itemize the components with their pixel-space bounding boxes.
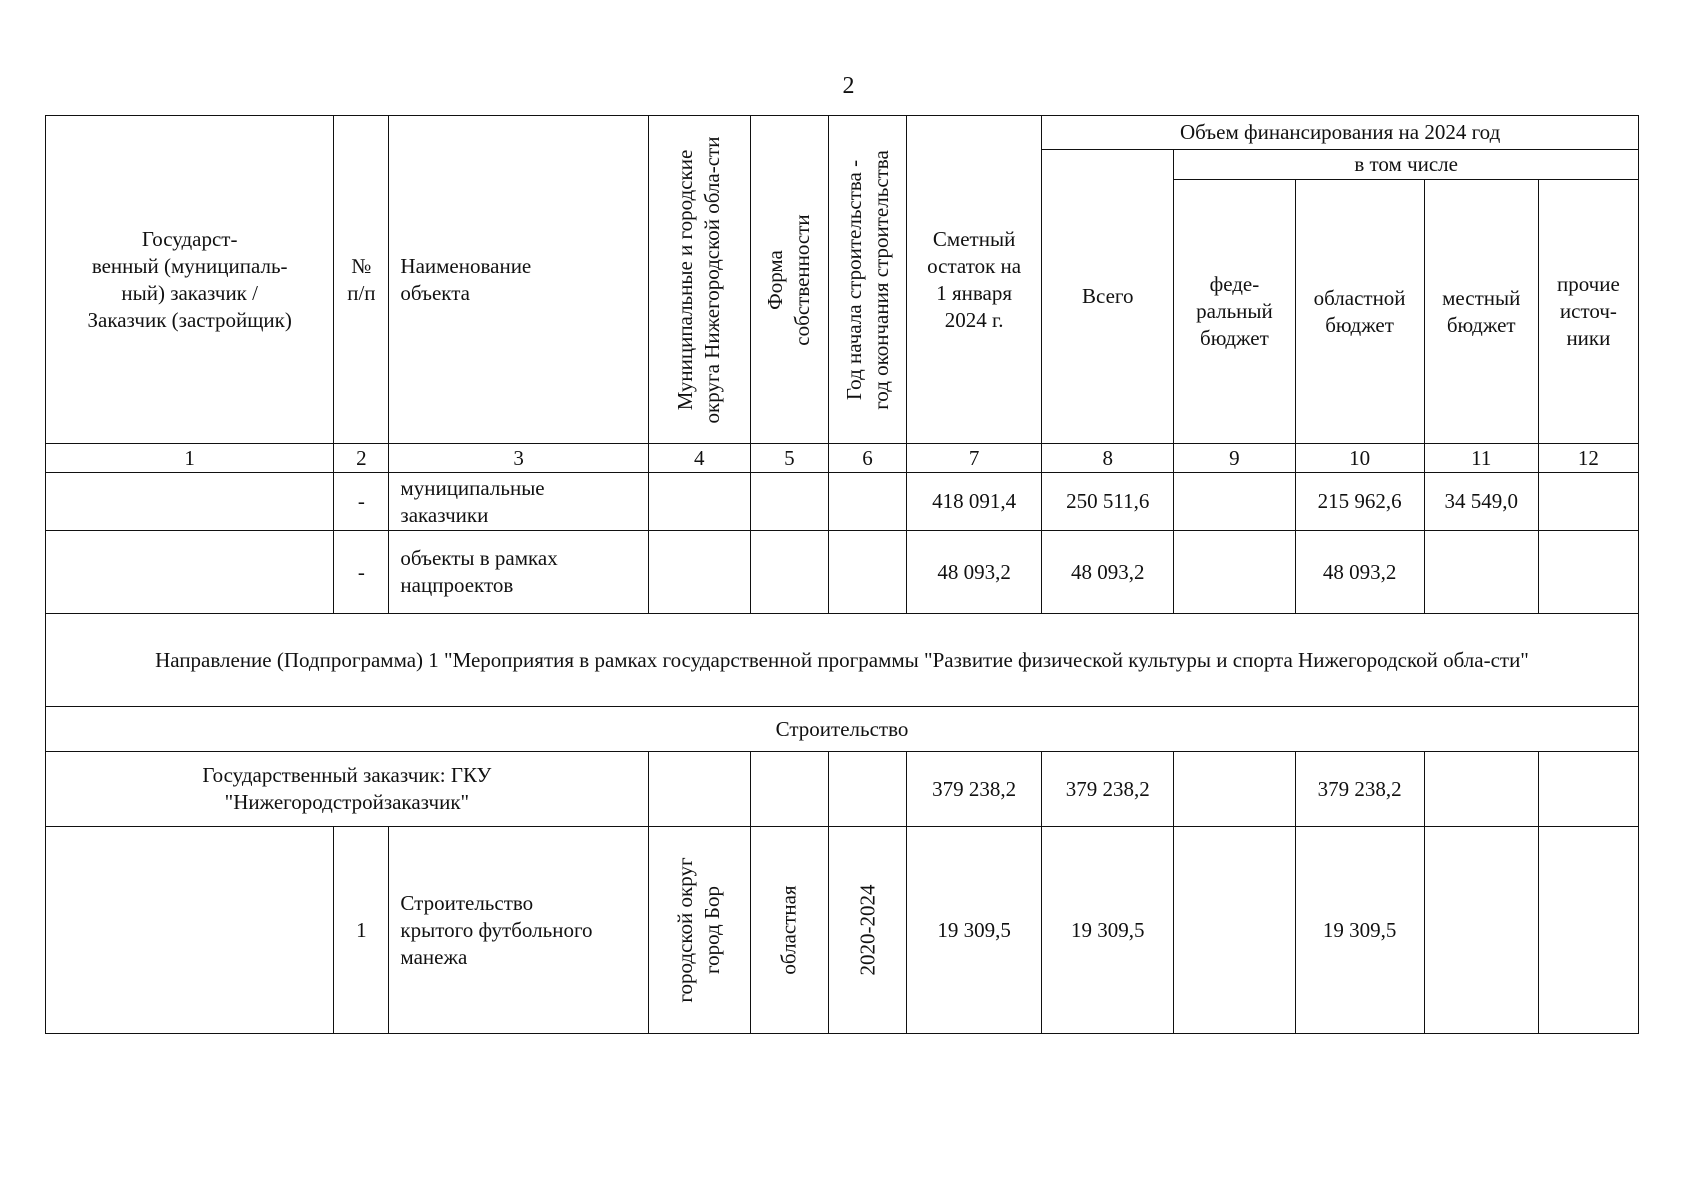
section-title: Строительство	[46, 707, 1639, 752]
column-number: 12	[1538, 444, 1638, 473]
header-regional	[1295, 180, 1424, 444]
cell-local	[1424, 827, 1538, 1034]
column-number-row	[46, 444, 1639, 473]
cell-customer	[46, 531, 334, 614]
header-other-text: прочие источ- ники	[1556, 272, 1620, 350]
cell-other	[1538, 473, 1638, 531]
header-ownership-text: Форма собственности	[763, 213, 815, 346]
direction-row	[46, 614, 1639, 707]
direction-title: Направление (Подпрограмма) 1 "Мероприятия в рамках государственной программы "Развитие физической культуры и спорта Нижегородской обла-сти"	[46, 614, 1639, 707]
cell-municipality	[648, 752, 750, 827]
column-number: 5	[750, 444, 828, 473]
cell-regional: 215 962,6	[1295, 473, 1424, 531]
cell-ownership	[750, 531, 828, 614]
cell-years-text: 2020-2024	[855, 884, 879, 976]
cell-municipality-text: городской округ город Бор	[673, 857, 725, 1003]
cell-years	[828, 827, 906, 1034]
header-ownership	[750, 116, 828, 444]
header-financing-text: Объем финансирования на 2024 год	[1179, 120, 1501, 144]
header-no	[334, 116, 389, 444]
cell-ownership	[750, 473, 828, 531]
table-row	[46, 531, 1639, 614]
cell-federal	[1174, 531, 1295, 614]
financing-table	[45, 115, 1639, 1034]
cell-federal	[1174, 473, 1295, 531]
cell-federal	[1174, 827, 1295, 1034]
header-municipality	[648, 116, 750, 444]
column-number: 3	[389, 444, 648, 473]
column-number: 2	[334, 444, 389, 473]
column-number: 8	[1042, 444, 1174, 473]
cell-ownership	[750, 752, 828, 827]
cell-total: 48 093,2	[1042, 531, 1174, 614]
header-customer	[46, 116, 334, 444]
column-number: 7	[907, 444, 1042, 473]
cell-municipality	[648, 531, 750, 614]
header-local	[1424, 180, 1538, 444]
header-years	[828, 116, 906, 444]
cell-years	[828, 752, 906, 827]
column-number: 9	[1174, 444, 1295, 473]
header-customer-text: Государст- венный (муниципаль- ный) заказчик / Заказчик (застройщик)	[87, 226, 292, 332]
cell-regional: 379 238,2	[1295, 752, 1424, 827]
cell-total: 250 511,6	[1042, 473, 1174, 531]
header-balance	[907, 116, 1042, 444]
cell-other	[1538, 752, 1638, 827]
header-balance-text: Сметный остаток на 1 января 2024 г.	[927, 226, 1022, 332]
cell-years	[828, 531, 906, 614]
cell-total: 19 309,5	[1042, 827, 1174, 1034]
cell-no: -	[334, 531, 389, 614]
table-row	[46, 752, 1639, 827]
cell-ownership-text: областная	[776, 885, 801, 975]
table-row	[46, 473, 1639, 531]
cell-regional: 48 093,2	[1295, 531, 1424, 614]
header-financing	[1042, 116, 1639, 150]
cell-local: 34 549,0	[1424, 473, 1538, 531]
header-regional-text: областной бюджет	[1313, 285, 1406, 337]
header-no-text: № п/п	[347, 253, 376, 305]
header-federal	[1174, 180, 1295, 444]
section-row	[46, 707, 1639, 752]
cell-years	[828, 473, 906, 531]
column-number: 6	[828, 444, 906, 473]
cell-federal	[1174, 752, 1295, 827]
cell-regional: 19 309,5	[1295, 827, 1424, 1034]
cell-ownership	[750, 827, 828, 1034]
cell-no: 1	[334, 827, 389, 1034]
header-row-1	[46, 116, 1639, 150]
cell-balance: 19 309,5	[907, 827, 1042, 1034]
page-number: 2	[842, 73, 855, 99]
cell-state-customer: Государственный заказчик: ГКУ "Нижегородстройзаказчик"	[46, 752, 649, 827]
cell-balance: 418 091,4	[907, 473, 1042, 531]
cell-other	[1538, 531, 1638, 614]
column-number: 4	[648, 444, 750, 473]
header-including	[1174, 150, 1639, 180]
cell-no: -	[334, 473, 389, 531]
header-local-text: местный бюджет	[1442, 285, 1521, 337]
cell-municipality	[648, 827, 750, 1034]
header-federal-text: феде- ральный бюджет	[1196, 272, 1273, 350]
header-object-name	[389, 116, 648, 444]
column-number: 1	[46, 444, 334, 473]
cell-object-name: объекты в рамках нацпроектов	[389, 531, 648, 614]
cell-local	[1424, 752, 1538, 827]
table-row	[46, 827, 1639, 1034]
cell-total: 379 238,2	[1042, 752, 1174, 827]
cell-balance: 379 238,2	[907, 752, 1042, 827]
cell-object-name: Строительство крытого футбольного манежа	[389, 827, 648, 1034]
header-municipality-text: Муниципальные и городские округа Нижегородской обла-сти	[673, 136, 725, 423]
cell-local	[1424, 531, 1538, 614]
cell-object-name: муниципальные заказчики	[389, 473, 648, 531]
cell-municipality	[648, 473, 750, 531]
cell-customer	[46, 827, 334, 1034]
column-number: 11	[1424, 444, 1538, 473]
column-number: 10	[1295, 444, 1424, 473]
cell-other	[1538, 827, 1638, 1034]
header-total	[1042, 150, 1174, 444]
cell-balance: 48 093,2	[907, 531, 1042, 614]
cell-customer	[46, 473, 334, 531]
header-total-text: Всего	[1082, 284, 1134, 308]
header-years-text: Год начала строительства - год окончания строительства	[841, 149, 893, 410]
header-other	[1538, 180, 1638, 444]
header-object-name-text: Наименование объекта	[400, 253, 532, 305]
header-including-text: в том числе	[1354, 152, 1458, 176]
